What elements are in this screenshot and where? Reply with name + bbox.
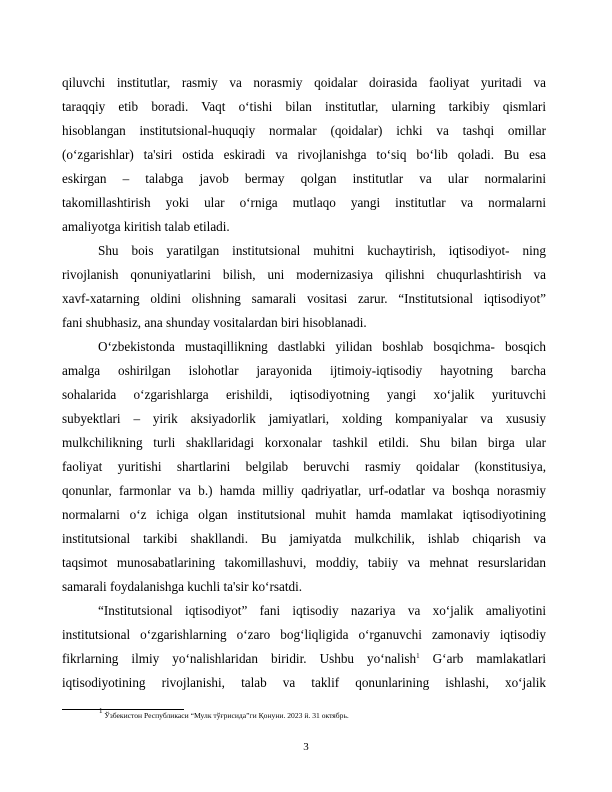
text-line	[62, 651, 546, 667]
footnote-text: Ўзбекистон Республикаси “Мулк тўғрисида”ги Қонуни. 2023 й. 31 октябрь.	[102, 711, 349, 720]
page-number: 3	[303, 741, 309, 753]
text-line: amalga oshirilgan islohotlar jarayonida ijtimoiy-iqtisodiy hayotning barcha	[62, 363, 546, 378]
text-line: fani shubhasiz, ana shunday vositalardan biri hisoblanadi.	[62, 315, 367, 330]
text-line: (o‘zgarishlar) ta'siri ostida eskiradi va rivojlanishga to‘siq bo‘lib qoladi. Bu esa	[62, 147, 546, 162]
text-line: taraqqiy etib boradi. Vaqt o‘tishi bilan institutlar, ularning tarkibiy qismlari	[62, 99, 546, 114]
text-line: subyektlari – yirik aksiyadorlik jamiyatlari, xolding kompaniyalar va xususiy	[62, 411, 546, 426]
text-line: iqtisodiyotining rivojlanishi, talab va taklif qonunlarining ishlashi, xo‘jalik	[62, 675, 546, 690]
text-line: hisoblangan institutsional-huquqiy normalar (qoidalar) ichki va tashqi omillar	[62, 123, 546, 138]
footnote-mark: 1	[99, 707, 103, 715]
text-line: faoliyat yuritishi shartlarini belgilab beruvchi rasmiy qoidalar (konstitusiya,	[62, 459, 546, 474]
text-line: “Institutsional iqtisodiyot” fani iqtisodiy nazariya va xo‘jalik amaliyotini	[98, 603, 546, 618]
text-line: xavf-xatarning oldini olishning samarali vositasi zarur. “Institutsional iqtisodiyot”	[62, 291, 546, 306]
text-line: qonunlar, farmonlar va b.) hamda milliy qadriyatlar, urf-odatlar va boshqa norasmiy	[62, 483, 546, 498]
text-run: G‘arb mamlakatlari	[419, 651, 547, 666]
text-line: normalarni o‘z ichiga olgan institutsional muhit hamda mamlakat iqtisodiyotining	[62, 507, 546, 522]
footnote	[99, 707, 349, 721]
footnote-separator	[62, 709, 184, 710]
text-line: taqsimot munosabatlarining takomillashuvi, moddiy, tabiiy va mehnat resurslaridan	[62, 555, 546, 570]
text-line: Shu bois yaratilgan institutsional muhitni kuchaytirish, iqtisodiyot- ning	[98, 243, 546, 258]
text-line: institutsional o‘zgarishlarning o‘zaro bog‘liqligida o‘rganuvchi zamonaviy iqtisodiy	[62, 627, 546, 642]
text-run: fikrlarning ilmiy yo‘nalishlaridan biridir. Ushbu yo‘nalish	[62, 651, 417, 666]
text-line: amaliyotga kiritish talab etiladi.	[62, 219, 230, 234]
text-line: institutsional tarkibi shakllandi. Bu jamiyatda mulkchilik, ishlab chiqarish va	[62, 531, 546, 546]
text-line: samarali foydalanishga kuchli ta'sir ko‘rsatdi.	[62, 579, 303, 594]
text-line: takomillashtirish yoki ular o‘rniga mutlaqo yangi institutlar va normalarni	[62, 195, 546, 210]
text-line: sohalarida o‘zgarishlarga erishildi, iqtisodiyotning yangi xo‘jalik yurituvchi	[62, 387, 546, 402]
text-line: eskirgan – talabga javob bermay qolgan institutlar va ular normalarini	[62, 171, 546, 186]
text-line: qiluvchi institutlar, rasmiy va norasmiy qoidalar doirasida faoliyat yuritadi va	[62, 75, 546, 90]
text-line: O‘zbekistonda mustaqillikning dastlabki yilidan boshlab bosqichma- bosqich	[98, 339, 546, 354]
text-line: rivojlanish qonuniyatlarini bilish, uni modernizasiya qilishni chuqurlashtirish va	[62, 267, 546, 282]
footnote-reference[interactable]: 1	[416, 652, 420, 660]
text-line: mulkchilikning turli shakllaridagi korxonalar tashkil etildi. Shu bilan birga ular	[62, 435, 546, 450]
